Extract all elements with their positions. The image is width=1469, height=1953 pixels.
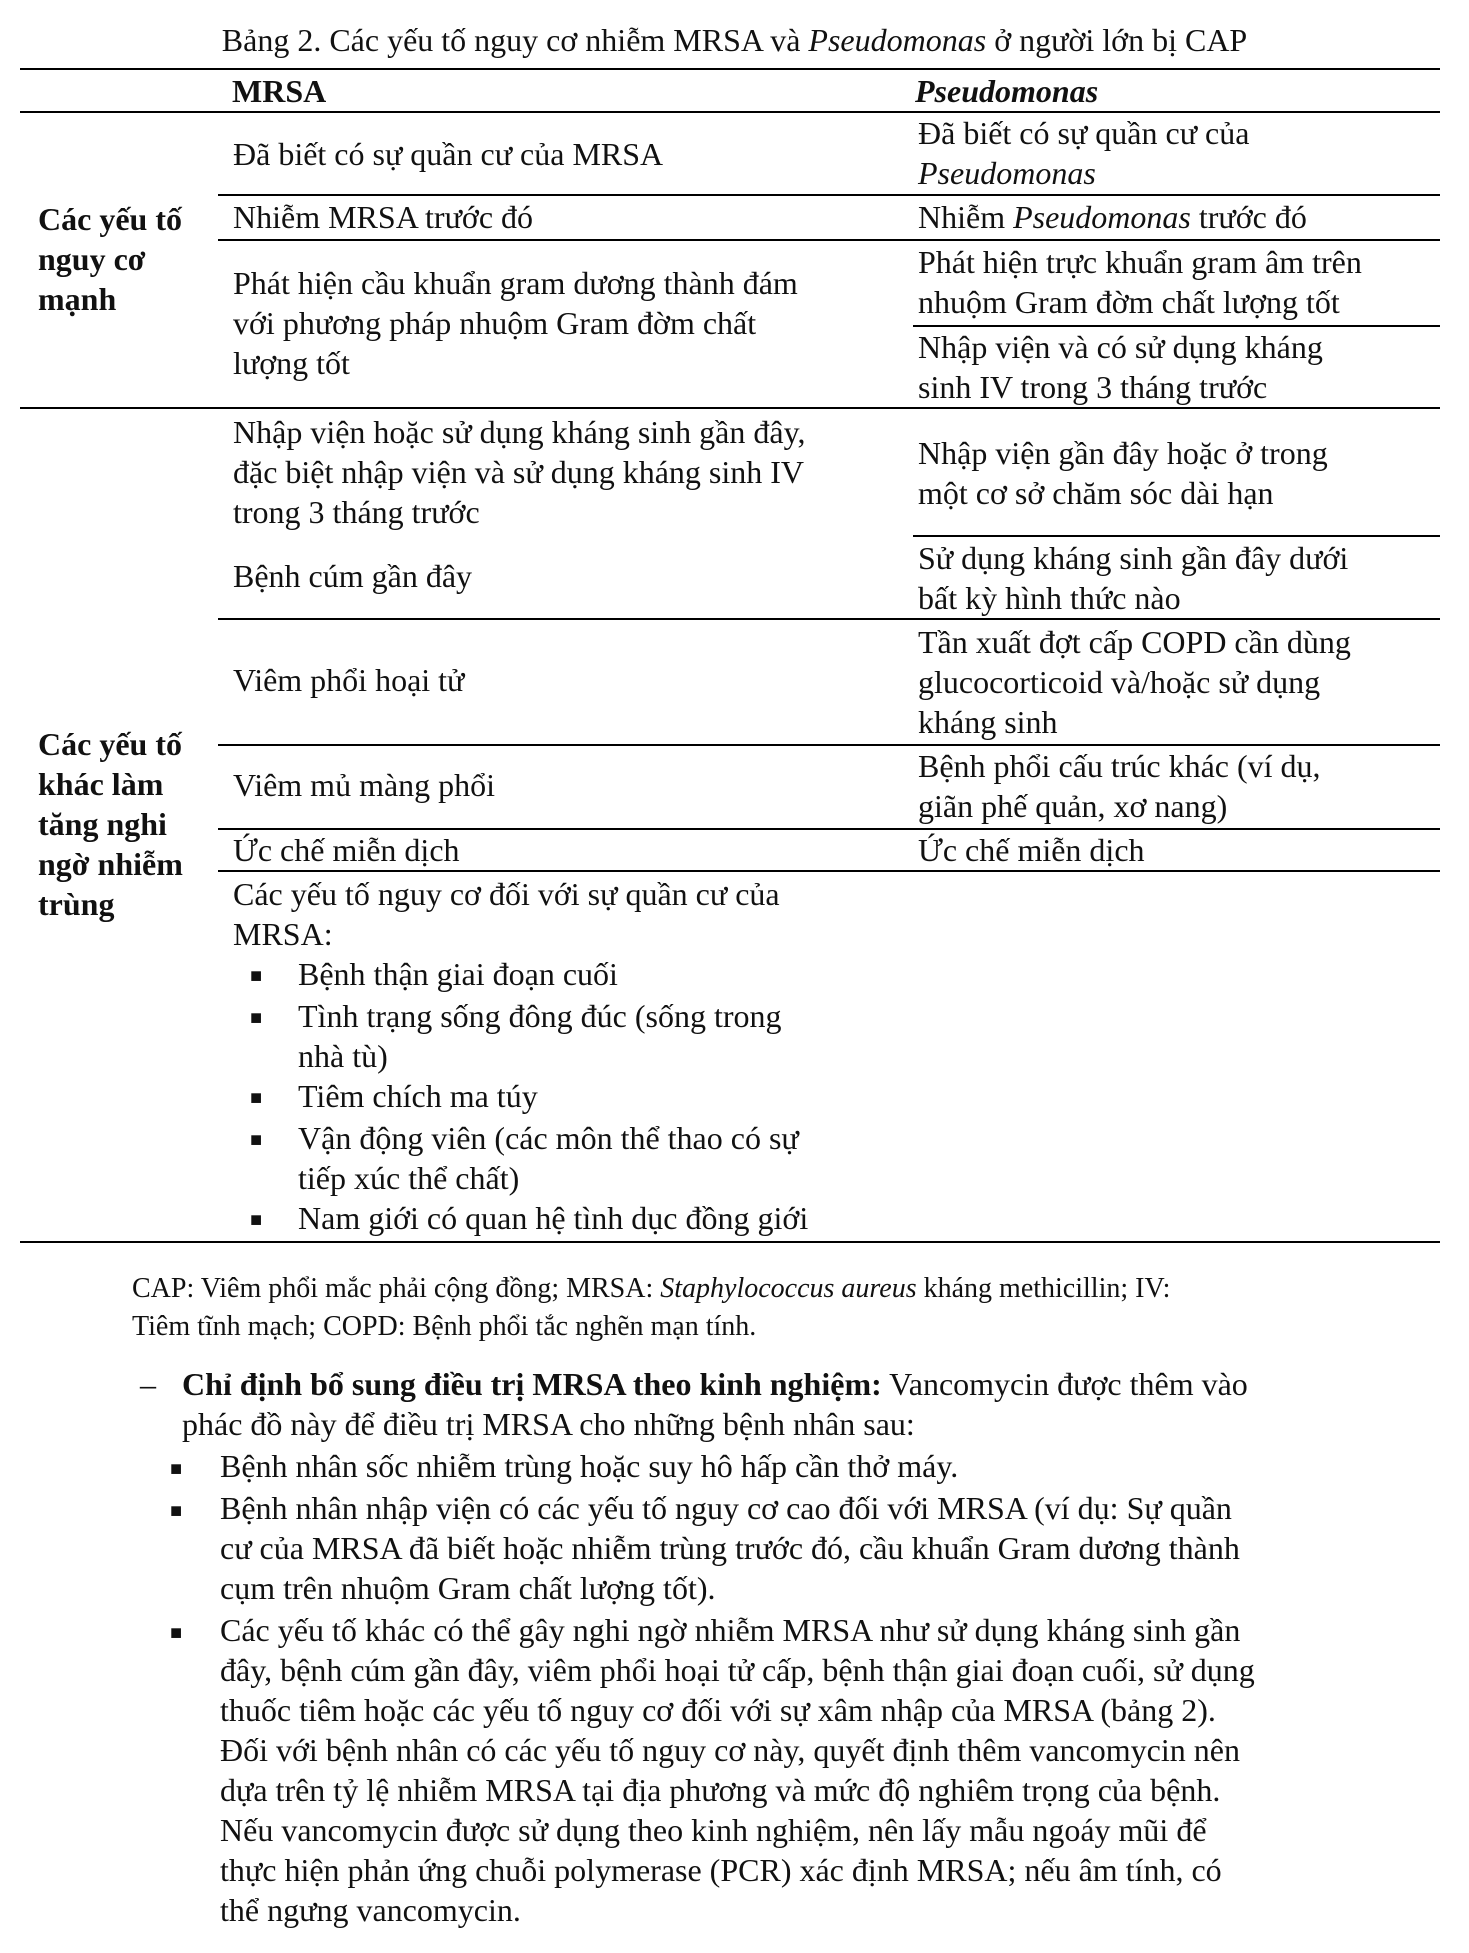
footnote-italic: Staphylococcus aureus (660, 1273, 917, 1304)
body-line: Nếu vancomycin được sử dụng theo kinh nghiệm, nên lấy mẫu ngoáy mũi để (220, 1812, 1207, 1848)
group-label-line: mạnh (38, 281, 117, 317)
group-label-line: ngờ nhiễm (38, 846, 183, 882)
bullet-marker: ■ (250, 965, 263, 987)
body-line: cư của MRSA đã biết hoặc nhiễm trùng trước đó, cầu khuẩn Gram dương thành (220, 1530, 1240, 1566)
pseudo-cell (918, 242, 1362, 322)
mrsa-cell (233, 412, 805, 532)
group-label-other (38, 724, 183, 924)
pseudo-cell (918, 538, 1348, 618)
body-line: thuốc tiêm hoặc các yếu tố nguy cơ đối với sự xâm nhập của MRSA (bảng 2). (220, 1692, 1216, 1728)
caption-italic: Pseudomonas (808, 22, 987, 58)
mrsa-line: Bệnh thận giai đoạn cuối (298, 956, 618, 992)
pseudo-italic: Pseudomonas (1013, 199, 1191, 235)
bullet-marker: ■ (250, 1087, 263, 1109)
mrsa-line: đặc biệt nhập viện và sử dụng kháng sinh IV (233, 454, 804, 490)
group-label-strong (38, 199, 182, 319)
pseudo-line: Đã biết có sự quần cư của (918, 115, 1250, 151)
mrsa-cell (233, 830, 460, 870)
pseudo-line: Tần xuất đợt cấp COPD cần dùng (918, 624, 1351, 660)
mrsa-line: Các yếu tố nguy cơ đối với sự quần cư của (233, 876, 780, 912)
mrsa-cell (233, 874, 780, 954)
mrsa-bullet-item (298, 1076, 538, 1116)
row-rule (218, 618, 1440, 620)
body-line: Đối với bệnh nhân có các yếu tố nguy cơ này, quyết định thêm vancomycin nên (220, 1732, 1240, 1768)
mrsa-cell (233, 134, 663, 174)
mrsa-line: Ức chế miễn dịch (233, 832, 460, 868)
pseudo-cell (918, 622, 1351, 742)
mrsa-line: Đã biết có sự quần cư của MRSA (233, 136, 664, 172)
body-line: dựa trên tỷ lệ nhiễm MRSA tại địa phương và mức độ nghiêm trọng của bệnh. (220, 1772, 1221, 1808)
body-lead (182, 1364, 1382, 1444)
mrsa-line: Tiêm chích ma túy (298, 1078, 538, 1114)
row-rule (218, 194, 1440, 196)
pseudo-cell (918, 746, 1321, 826)
body-line: thể ngưng vancomycin. (220, 1892, 521, 1928)
mrsa-line: MRSA: (233, 916, 333, 952)
body-line: Bệnh nhân sốc nhiễm trùng hoặc suy hô hấp cần thở máy. (220, 1448, 959, 1484)
group-rule (20, 407, 1440, 409)
pseudo-italic: Pseudomonas (918, 155, 1096, 191)
mrsa-cell (233, 556, 472, 596)
body-bullet (220, 1446, 1382, 1486)
pseudo-line: nhuộm Gram đờm chất lượng tốt (918, 284, 1340, 320)
pseudo-line: Nhập viện và có sử dụng kháng (918, 329, 1323, 365)
mrsa-cell (233, 660, 464, 700)
row-rule (218, 239, 1440, 241)
pseudo-text: Nhiễm (918, 199, 1014, 235)
mrsa-line: Vận động viên (các môn thể thao có sự (298, 1120, 799, 1156)
group-label-line: Các yếu tố (38, 726, 182, 762)
table-top-rule (20, 68, 1440, 70)
row-rule (218, 870, 1440, 872)
mrsa-line: Tình trạng sống đông đúc (sống trong (298, 998, 782, 1034)
body-lead-text: phác đồ này để điều trị MRSA cho những bệnh nhân sau: (182, 1406, 915, 1442)
mrsa-line: Viêm phổi hoại tử (233, 662, 465, 698)
mrsa-bullet-item (298, 996, 782, 1076)
pseudo-line: một cơ sở chăm sóc dài hạn (918, 475, 1274, 511)
pseudo-cell (918, 433, 1328, 513)
mrsa-cell (233, 263, 798, 383)
body-line: đây, bệnh cúm gần đây, viêm phổi hoại tử cấp, bệnh thận giai đoạn cuối, sử dụng (220, 1652, 1255, 1688)
body-line: cụm trên nhuộm Gram chất lượng tốt). (220, 1570, 716, 1606)
mrsa-line: tiếp xúc thể chất) (298, 1160, 520, 1196)
pseudo-line: glucocorticoid và/hoặc sử dụng (918, 664, 1321, 700)
mrsa-line: trong 3 tháng trước (233, 494, 480, 530)
body-lead-bold: Chỉ định bổ sung điều trị MRSA theo kinh nghiệm: (182, 1366, 882, 1402)
group-label-line: nguy cơ (38, 241, 146, 277)
body-bullet (220, 1610, 1382, 1930)
mrsa-line: lượng tốt (233, 345, 350, 381)
body-line: Các yếu tố khác có thể gây nghi ngờ nhiễm MRSA như sử dụng kháng sinh gần (220, 1612, 1241, 1648)
mrsa-bullet-item (298, 1198, 808, 1238)
mrsa-line: Phát hiện cầu khuẩn gram dương thành đám (233, 265, 798, 301)
mrsa-line: Bệnh cúm gần đây (233, 558, 473, 594)
body-lead-text: Vancomycin được thêm vào (881, 1366, 1248, 1402)
pseudo-cell (918, 830, 1145, 870)
group-label-line: tăng nghi (38, 806, 167, 842)
mrsa-line: với phương pháp nhuộm Gram đờm chất (233, 305, 757, 341)
body-line: thực hiện phản ứng chuỗi polymerase (PCR) xác định MRSA; nếu âm tính, có (220, 1852, 1222, 1888)
mrsa-cell (233, 765, 495, 805)
bullet-marker: ■ (250, 1007, 263, 1029)
mrsa-line: Nhập viện hoặc sử dụng kháng sinh gần đây, (233, 414, 806, 450)
pseudo-line: Nhập viện gần đây hoặc ở trong (918, 435, 1328, 471)
mrsa-bullet-item (298, 1118, 799, 1198)
pseudo-line: giãn phế quản, xơ nang) (918, 788, 1228, 824)
pseudo-line: Bệnh phổi cấu trúc khác (ví dụ, (918, 748, 1321, 784)
mrsa-cell (233, 197, 533, 237)
mrsa-line: nhà tù) (298, 1038, 388, 1074)
table-caption (0, 20, 1469, 60)
bullet-marker: ■ (250, 1129, 263, 1151)
footnote-text: Tiêm tĩnh mạch; COPD: Bệnh phổi tắc nghẽn mạn tính. (132, 1311, 757, 1342)
header-mrsa: MRSA (232, 73, 327, 109)
pseudo-cell (918, 113, 1249, 193)
mrsa-line: Nam giới có quan hệ tình dục đồng giới (298, 1200, 809, 1236)
group-label-line: khác làm (38, 766, 164, 802)
mrsa-bullet-item (298, 954, 618, 994)
group-label-line: Các yếu tố (38, 201, 182, 237)
caption-text-end: ở người lớn bị CAP (986, 22, 1248, 58)
caption-text: Bảng 2. Các yếu tố nguy cơ nhiễm MRSA và (221, 22, 809, 58)
pseudo-line: Phát hiện trực khuẩn gram âm trên (918, 244, 1362, 280)
pseudo-line: Sử dụng kháng sinh gần đây dưới (918, 540, 1349, 576)
mrsa-line: Nhiễm MRSA trước đó (233, 199, 534, 235)
bullet-marker: ■ (170, 1622, 183, 1644)
pseudo-cell (918, 197, 1307, 237)
footnote-text: CAP: Viêm phổi mắc phải cộng đồng; MRSA: (132, 1273, 661, 1304)
header-pseudomonas: Pseudomonas (915, 73, 1099, 109)
bullet-marker: ■ (170, 1500, 183, 1522)
table-bottom-rule (20, 1241, 1440, 1243)
pseudo-text: trước đó (1190, 199, 1307, 235)
footnote-text: kháng methicillin; IV: (916, 1273, 1171, 1304)
body-bullet (220, 1488, 1382, 1608)
pseudo-line: Ức chế miễn dịch (918, 832, 1145, 868)
group-label-line: trùng (38, 886, 115, 922)
pseudo-line: kháng sinh (918, 704, 1058, 740)
body-line: Bệnh nhân nhập viện có các yếu tố nguy cơ cao đối với MRSA (ví dụ: Sự quần (220, 1490, 1232, 1526)
mrsa-line: Viêm mủ màng phổi (233, 767, 496, 803)
row-rule (913, 535, 1440, 537)
dash-marker: – (140, 1366, 156, 1402)
pseudo-line: bất kỳ hình thức nào (918, 580, 1181, 616)
table-footnote (132, 1270, 1382, 1346)
pseudo-cell (918, 327, 1323, 407)
bullet-marker: ■ (250, 1209, 263, 1231)
pseudo-line: sinh IV trong 3 tháng trước (918, 369, 1268, 405)
bullet-marker: ■ (170, 1458, 183, 1480)
